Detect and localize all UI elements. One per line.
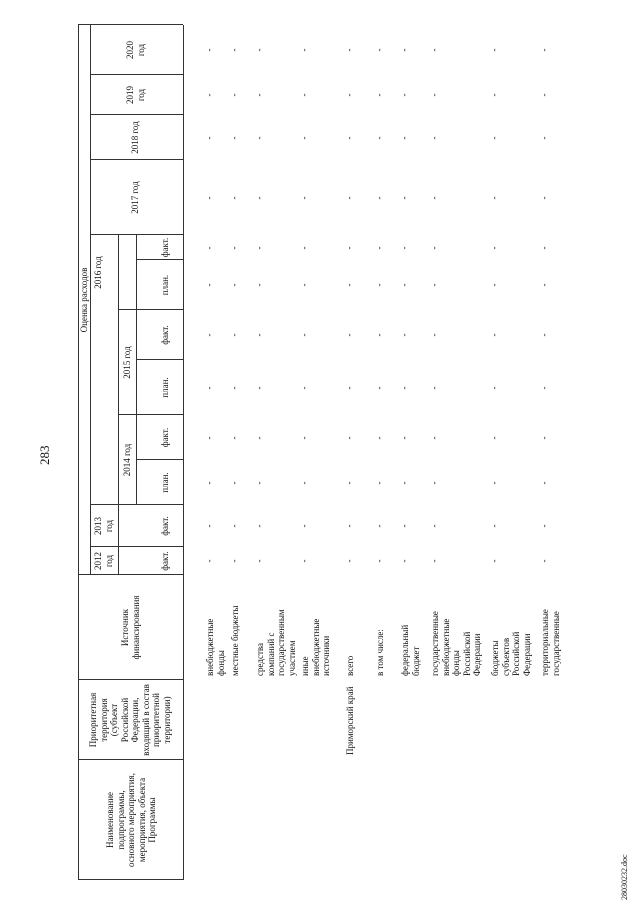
empty-value-dash: - xyxy=(344,333,354,337)
empty-value-dash: - xyxy=(299,283,309,287)
header-plan-2016: план. xyxy=(160,274,170,296)
page-number: 283 xyxy=(37,445,52,465)
empty-value-dash: - xyxy=(204,481,214,485)
source-line: всего xyxy=(345,655,355,676)
empty-value-dash: - xyxy=(429,436,439,440)
empty-value-dash: - xyxy=(429,196,439,200)
empty-value-dash: - xyxy=(344,386,354,390)
empty-value-dash: - xyxy=(429,333,439,337)
empty-value-dash: - xyxy=(299,333,309,337)
empty-value-dash: - xyxy=(299,559,309,563)
empty-value-dash: - xyxy=(399,386,409,390)
source-cell xyxy=(375,629,386,676)
header-fact-2013: факт. xyxy=(160,516,170,536)
empty-value-dash: - xyxy=(374,481,384,485)
empty-value-dash: - xyxy=(374,386,384,390)
empty-value-dash: - xyxy=(204,136,214,140)
empty-value-dash: - xyxy=(539,48,549,52)
source-line: государственным xyxy=(276,609,286,676)
source-line: бюджеты xyxy=(490,640,500,676)
empty-value-dash: - xyxy=(429,559,439,563)
empty-value-dash: - xyxy=(399,136,409,140)
source-line: бюджет xyxy=(410,646,421,676)
header-source-cell: Источник финансирования xyxy=(120,595,141,660)
source-line: федеральный xyxy=(400,624,410,676)
empty-value-dash: - xyxy=(254,283,264,287)
empty-value-dash: - xyxy=(489,524,499,528)
empty-value-dash: - xyxy=(254,196,264,200)
empty-value-dash: - xyxy=(254,333,264,337)
empty-value-dash: - xyxy=(374,246,384,250)
empty-value-dash: - xyxy=(429,524,439,528)
empty-value-dash: - xyxy=(299,481,309,485)
source-cell xyxy=(430,611,483,676)
empty-value-dash: - xyxy=(344,48,354,52)
empty-value-dash: - xyxy=(489,436,499,440)
header-name-cell: Наименование подпрограммы, основного мероприятия, мероприятия, объекта Программы xyxy=(105,773,157,867)
header-2012: 2012 год xyxy=(93,552,114,570)
empty-value-dash: - xyxy=(539,333,549,337)
empty-value-dash: - xyxy=(229,481,239,485)
empty-value-dash: - xyxy=(539,136,549,140)
empty-value-dash: - xyxy=(374,559,384,563)
source-line: средства xyxy=(255,642,265,676)
empty-value-dash: - xyxy=(539,481,549,485)
empty-value-dash: - xyxy=(204,93,214,97)
empty-value-dash: - xyxy=(229,246,239,250)
empty-value-dash: - xyxy=(344,524,354,528)
empty-value-dash: - xyxy=(204,246,214,250)
header-plan-2015: план. xyxy=(160,377,170,398)
source-cell xyxy=(400,625,421,676)
empty-value-dash: - xyxy=(204,196,214,200)
source-line: субъектов xyxy=(500,637,511,676)
territory-value: Приморский край xyxy=(345,686,355,755)
empty-value-dash: - xyxy=(344,481,354,485)
table-line xyxy=(90,25,91,575)
empty-value-dash: - xyxy=(374,524,384,528)
empty-value-dash: - xyxy=(229,48,239,52)
empty-value-dash: - xyxy=(229,436,239,440)
empty-value-dash: - xyxy=(399,333,409,337)
header-fact-2012: факт. xyxy=(160,551,170,571)
source-line: Федерации xyxy=(472,633,482,676)
empty-value-dash: - xyxy=(204,559,214,563)
source-line: местные бюджеты xyxy=(230,605,240,676)
empty-value-dash: - xyxy=(344,283,354,287)
source-line: Российской xyxy=(461,631,472,676)
empty-value-dash: - xyxy=(204,333,214,337)
empty-value-dash: - xyxy=(429,283,439,287)
empty-value-dash: - xyxy=(299,196,309,200)
empty-value-dash: - xyxy=(539,246,549,250)
header-plan-2014: план. xyxy=(160,472,170,493)
source-line: государственные xyxy=(430,611,440,676)
empty-value-dash: - xyxy=(254,48,264,52)
source-cell xyxy=(345,656,356,676)
empty-value-dash: - xyxy=(539,93,549,97)
source-line: Федерации xyxy=(521,633,532,676)
empty-value-dash: - xyxy=(399,481,409,485)
empty-value-dash: - xyxy=(429,93,439,97)
source-cell xyxy=(205,619,226,676)
empty-value-dash: - xyxy=(229,524,239,528)
header-territory-cell: Приоритетная территория (субъект Российской Федерации, входящий в состав приоритетной территории) xyxy=(88,684,172,756)
empty-value-dash: - xyxy=(399,283,409,287)
header-2015: 2015 год xyxy=(122,346,132,379)
empty-value-dash: - xyxy=(489,136,499,140)
source-line: иные xyxy=(300,656,310,676)
empty-value-dash: - xyxy=(399,559,409,563)
header-2014: 2014 год xyxy=(122,443,132,477)
header-fact-2015: факт. xyxy=(160,325,170,345)
empty-value-dash: - xyxy=(399,524,409,528)
empty-value-dash: - xyxy=(229,136,239,140)
empty-value-dash: - xyxy=(229,283,239,287)
empty-value-dash: - xyxy=(489,48,499,52)
empty-value-dash: - xyxy=(229,93,239,97)
empty-value-dash: - xyxy=(374,283,384,287)
empty-value-dash: - xyxy=(399,436,409,440)
empty-value-dash: - xyxy=(489,481,499,485)
header-2019: 2019 год xyxy=(125,86,146,104)
empty-value-dash: - xyxy=(299,48,309,52)
empty-value-dash: - xyxy=(299,436,309,440)
table-line xyxy=(136,235,137,505)
empty-value-dash: - xyxy=(254,559,264,563)
empty-value-dash: - xyxy=(539,283,549,287)
source-line: фонды xyxy=(451,650,461,676)
header-estimate: Оценка расходов xyxy=(79,267,89,333)
empty-value-dash: - xyxy=(344,559,354,563)
empty-value-dash: - xyxy=(204,283,214,287)
header-2013: 2013 год xyxy=(93,517,114,535)
empty-value-dash: - xyxy=(489,196,499,200)
header-2020: 2020 год xyxy=(125,41,146,59)
source-line: компаний с xyxy=(265,632,276,676)
source-line: Российской xyxy=(511,631,521,676)
empty-value-dash: - xyxy=(254,93,264,97)
empty-value-dash: - xyxy=(539,196,549,200)
empty-value-dash: - xyxy=(399,48,409,52)
empty-value-dash: - xyxy=(229,196,239,200)
empty-value-dash: - xyxy=(254,386,264,390)
empty-value-dash: - xyxy=(229,559,239,563)
empty-value-dash: - xyxy=(254,136,264,140)
empty-value-dash: - xyxy=(489,559,499,563)
header-fact-2014: факт. xyxy=(160,427,170,448)
empty-value-dash: - xyxy=(254,481,264,485)
header-fact-2016: факт. xyxy=(160,237,170,258)
source-line: фонды xyxy=(215,650,226,676)
source-line: территориальные xyxy=(540,609,550,676)
header-2018: 2018 год xyxy=(130,121,140,154)
empty-value-dash: - xyxy=(429,48,439,52)
empty-value-dash: - xyxy=(204,524,214,528)
empty-value-dash: - xyxy=(299,524,309,528)
empty-value-dash: - xyxy=(374,48,384,52)
empty-value-dash: - xyxy=(429,386,439,390)
table-line xyxy=(118,235,119,575)
empty-value-dash: - xyxy=(399,93,409,97)
empty-value-dash: - xyxy=(229,333,239,337)
empty-value-dash: - xyxy=(254,436,264,440)
empty-value-dash: - xyxy=(344,93,354,97)
empty-value-dash: - xyxy=(539,436,549,440)
empty-value-dash: - xyxy=(539,524,549,528)
empty-value-dash: - xyxy=(299,136,309,140)
empty-value-dash: - xyxy=(344,246,354,250)
empty-value-dash: - xyxy=(229,386,239,390)
source-cell xyxy=(255,609,297,676)
empty-value-dash: - xyxy=(489,283,499,287)
empty-value-dash: - xyxy=(374,136,384,140)
empty-value-dash: - xyxy=(344,196,354,200)
empty-value-dash: - xyxy=(344,136,354,140)
empty-value-dash: - xyxy=(489,386,499,390)
empty-value-dash: - xyxy=(489,246,499,250)
source-cell xyxy=(490,632,532,676)
empty-value-dash: - xyxy=(204,386,214,390)
empty-value-dash: - xyxy=(299,246,309,250)
source-line: государственные xyxy=(550,611,561,676)
empty-value-dash: - xyxy=(399,246,409,250)
source-line: источники xyxy=(321,635,331,676)
table-line xyxy=(183,25,184,880)
empty-value-dash: - xyxy=(429,136,439,140)
empty-value-dash: - xyxy=(254,246,264,250)
empty-value-dash: - xyxy=(539,559,549,563)
empty-value-dash: - xyxy=(299,93,309,97)
empty-value-dash: - xyxy=(539,386,549,390)
empty-value-dash: - xyxy=(204,436,214,440)
empty-value-dash: - xyxy=(344,436,354,440)
empty-value-dash: - xyxy=(299,386,309,390)
empty-value-dash: - xyxy=(489,333,499,337)
empty-value-dash: - xyxy=(374,436,384,440)
empty-value-dash: - xyxy=(254,524,264,528)
empty-value-dash: - xyxy=(374,196,384,200)
source-line: внебюджетные xyxy=(310,618,321,676)
empty-value-dash: - xyxy=(429,246,439,250)
source-line: участием xyxy=(286,640,297,676)
source-line: внебюджетные xyxy=(205,618,215,676)
empty-value-dash: - xyxy=(489,93,499,97)
empty-value-dash: - xyxy=(374,333,384,337)
document-code: 28030232.doc xyxy=(620,854,629,900)
header-2017: 2017 год xyxy=(130,181,140,214)
source-cell xyxy=(540,609,561,676)
header-2016: 2016 год xyxy=(93,256,103,289)
empty-value-dash: - xyxy=(429,481,439,485)
source-line: внебюджетные xyxy=(440,618,451,676)
empty-value-dash: - xyxy=(399,196,409,200)
empty-value-dash: - xyxy=(204,48,214,52)
source-line: в том числе: xyxy=(375,629,385,676)
empty-value-dash: - xyxy=(374,93,384,97)
source-cell xyxy=(300,619,332,676)
source-cell xyxy=(230,606,241,676)
